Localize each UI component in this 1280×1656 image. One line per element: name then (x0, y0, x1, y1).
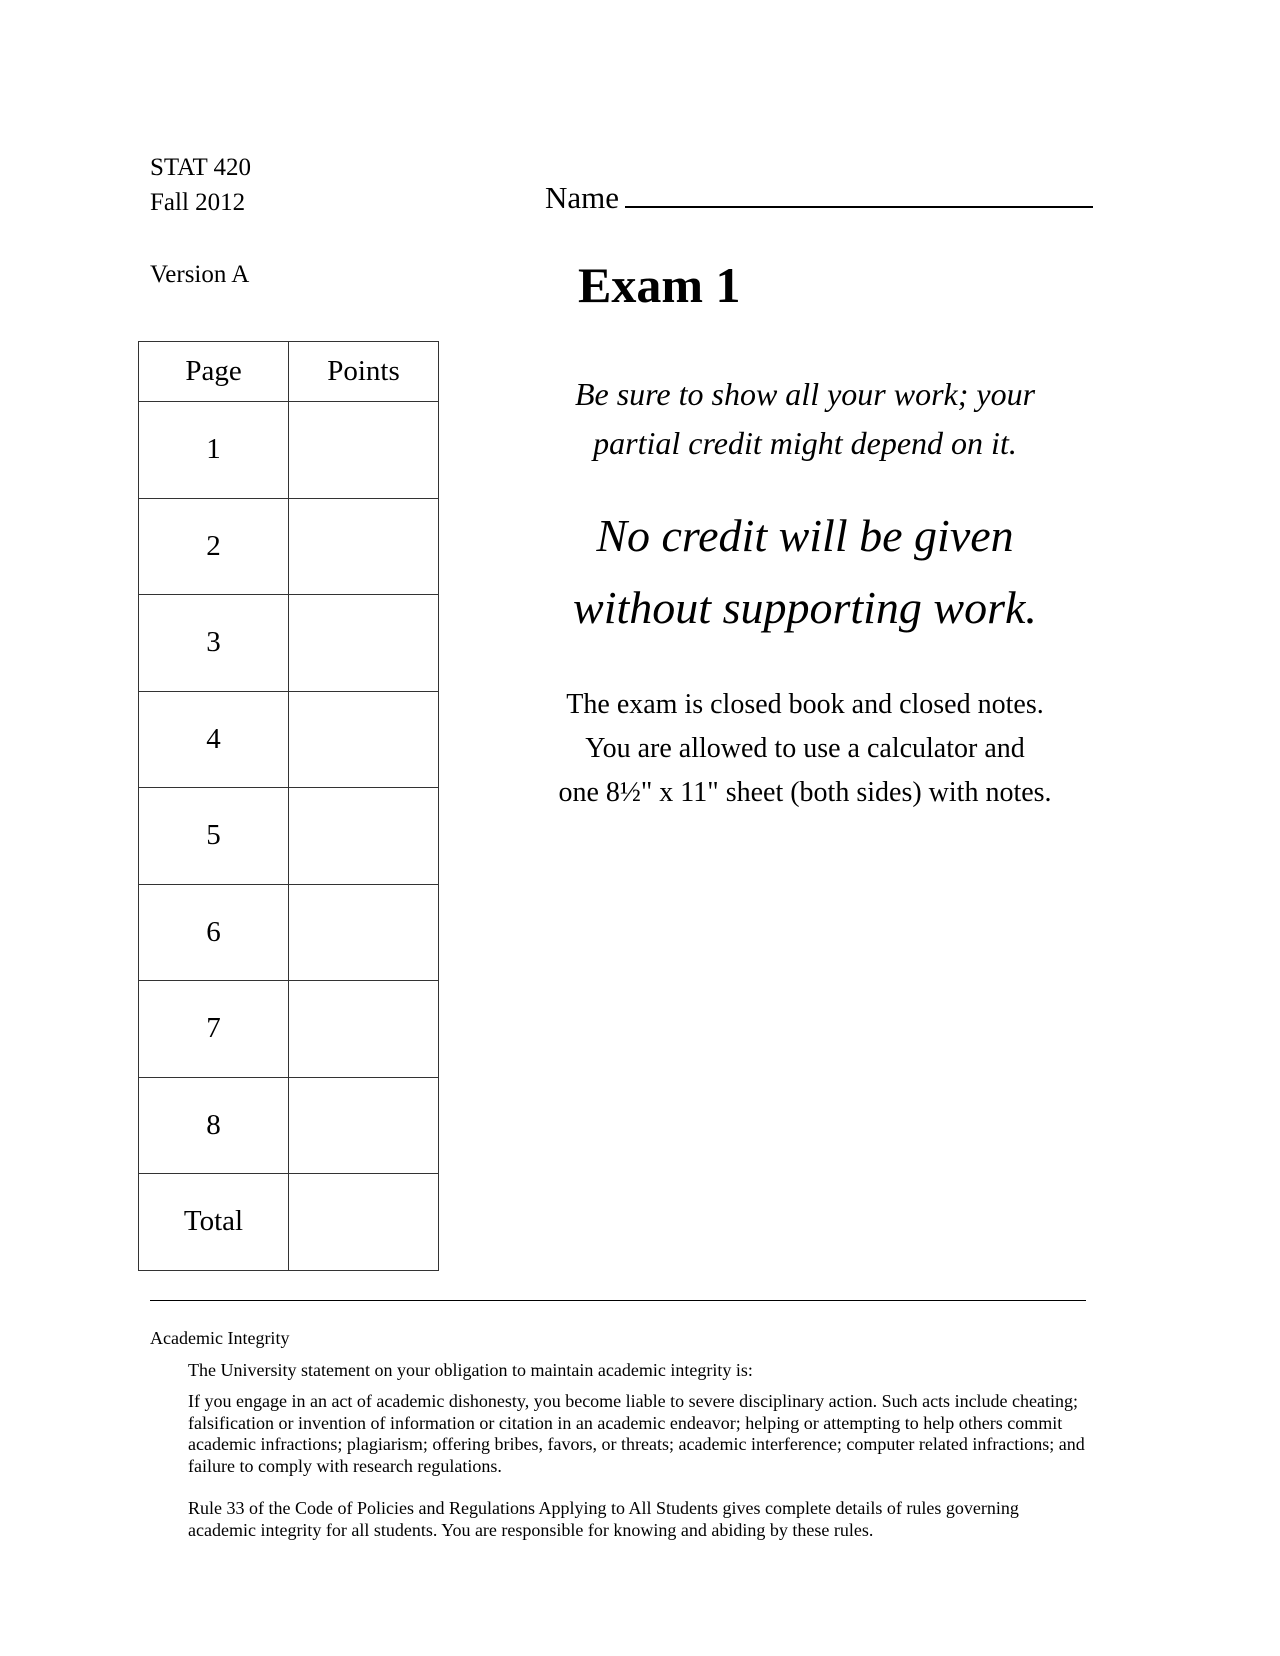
points-cell[interactable] (289, 498, 439, 595)
notes-sheet-rule: one 8½" x 11" sheet (both sides) with notes. (558, 777, 1052, 808)
page-number-cell: 1 (139, 402, 289, 499)
page-number-cell: 5 (139, 788, 289, 885)
page-number-cell: 2 (139, 498, 289, 595)
no-credit-line: No credit will be given (596, 510, 1014, 561)
calculator-rule: You are allowed to use a calculator and (585, 733, 1025, 764)
show-work-instruction (545, 370, 1065, 468)
course-code: STAT 420 (150, 154, 252, 181)
page-number-cell: 4 (139, 691, 289, 788)
name-field-row (545, 178, 1093, 217)
no-credit-line: without supporting work. (573, 582, 1037, 633)
page-number-cell: 6 (139, 884, 289, 981)
exam-version: Version A (150, 261, 250, 288)
exam-title: Exam 1 (578, 257, 741, 313)
rule-line: academic integrity for all students. You are responsible for knowing and abiding by these rules. (188, 1519, 874, 1540)
total-points-cell[interactable] (289, 1174, 439, 1271)
points-column-header: Points (289, 342, 439, 402)
score-table-header-row (139, 342, 439, 402)
section-divider (150, 1300, 1086, 1301)
academic-integrity-intro: The University statement on your obligation to maintain academic integrity is: (188, 1360, 753, 1380)
table-row (139, 981, 439, 1078)
statement-line: academic infractions; plagiarism; offering bribes, favors, or threats; academic interference; computer related infractions; and (188, 1434, 1085, 1454)
points-cell[interactable] (289, 402, 439, 499)
academic-integrity-heading: Academic Integrity (150, 1328, 290, 1348)
name-label: Name (545, 180, 620, 215)
total-label-cell: Total (139, 1174, 289, 1271)
statement-line: failure to comply with research regulations. (188, 1455, 502, 1476)
name-blank-line[interactable] (625, 178, 1093, 208)
points-cell[interactable] (289, 1077, 439, 1174)
course-info (150, 150, 251, 220)
points-cell[interactable] (289, 595, 439, 692)
page-number-cell: 7 (139, 981, 289, 1078)
table-row (139, 1077, 439, 1174)
points-cell[interactable] (289, 981, 439, 1078)
table-row (139, 884, 439, 981)
no-credit-warning (545, 500, 1065, 644)
points-cell[interactable] (289, 691, 439, 788)
table-row (139, 788, 439, 885)
table-row (139, 498, 439, 595)
exam-rules (545, 683, 1065, 815)
page-number-cell: 8 (139, 1077, 289, 1174)
score-table (138, 341, 439, 1271)
rule-33-notice (188, 1498, 1088, 1541)
table-row (139, 595, 439, 692)
statement-line: If you engage in an act of academic dishonesty, you become liable to severe disciplinary action. Such acts include cheating; (188, 1391, 1079, 1411)
statement-line: falsification or invention of information or citation in an academic endeavor; helping or attempting to help others commit (188, 1412, 1063, 1433)
academic-integrity-statement (188, 1391, 1128, 1477)
points-cell[interactable] (289, 884, 439, 981)
page-column-header: Page (139, 342, 289, 402)
total-row (139, 1174, 439, 1271)
points-cell[interactable] (289, 788, 439, 885)
rule-line: Rule 33 of the Code of Policies and Regulations Applying to All Students gives complete details of rules governing (188, 1498, 1019, 1518)
table-row (139, 691, 439, 788)
show-work-line: Be sure to show all your work; your (574, 376, 1036, 412)
term: Fall 2012 (150, 189, 246, 216)
page-number-cell: 3 (139, 595, 289, 692)
closed-book-rule: The exam is closed book and closed notes. (566, 689, 1044, 720)
show-work-line: partial credit might depend on it. (593, 425, 1017, 461)
table-row (139, 402, 439, 499)
